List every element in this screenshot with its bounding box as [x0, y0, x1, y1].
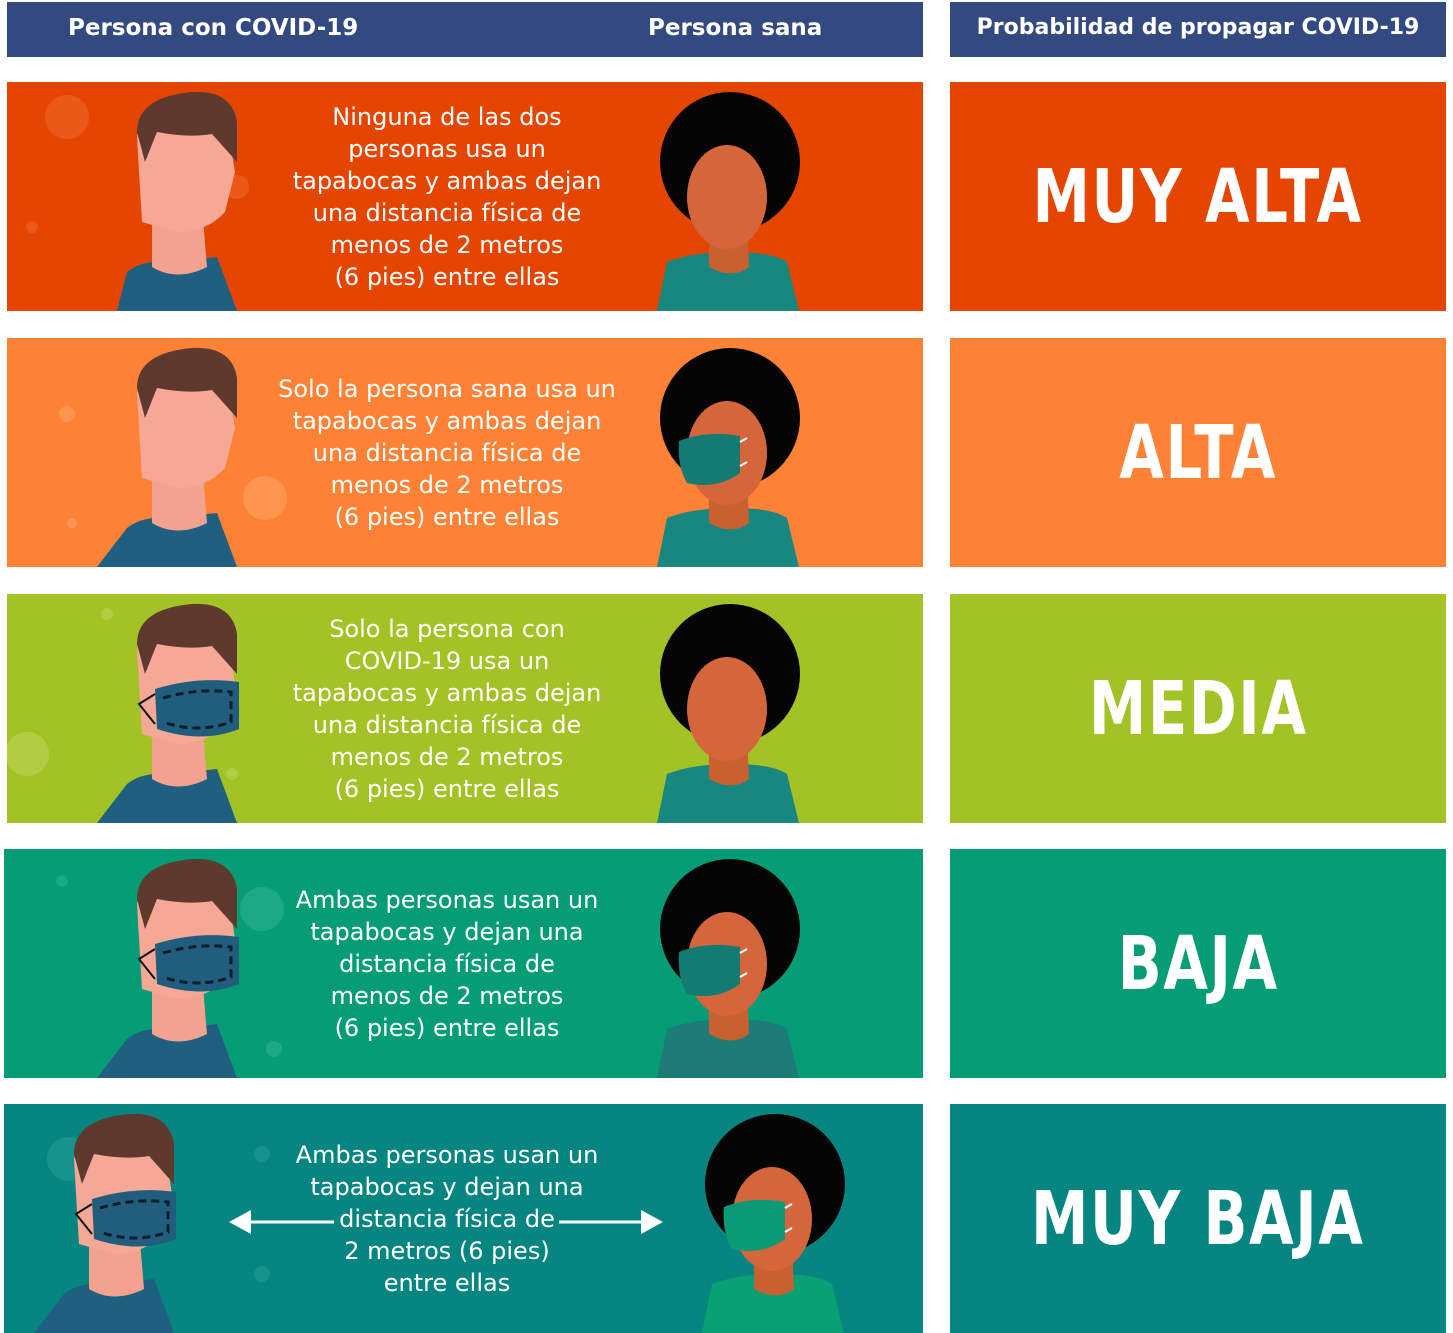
probability-level-text: BAJA — [1117, 920, 1279, 1007]
woman-afro-icon — [647, 338, 817, 567]
probability-level — [950, 338, 1446, 567]
scenario-row-2 — [0, 338, 1453, 567]
scenario-panel — [7, 594, 923, 823]
face-mask-icon — [679, 434, 740, 485]
scenario-row-5 — [0, 1104, 1453, 1333]
man-profile-icon — [97, 82, 257, 311]
woman-afro-icon — [647, 594, 817, 823]
woman-afro-icon — [647, 82, 817, 311]
scenario-row-3 — [0, 594, 1453, 823]
probability-level-text: MEDIA — [1088, 665, 1308, 752]
scenario-description: Solo la persona con COVID-19 usa un tapabocas y ambas dejan una distancia física de menos de 2 metros (6 pies) entre ellas — [292, 614, 602, 803]
probability-level — [950, 594, 1446, 823]
probability-level — [950, 849, 1446, 1078]
header-probability — [950, 2, 1446, 57]
woman-afro-icon — [647, 849, 817, 1078]
scenario-description: Ninguna de las dos personas usa un tapabocas y ambas dejan una distancia física de menos de 2 metros (6 pies) entre ellas — [292, 102, 602, 291]
scenario-description: Ambas personas usan un tapabocas y dejan una distancia física de menos de 2 metros (6 pies) entre ellas — [295, 885, 599, 1042]
scenario-panel — [4, 849, 923, 1078]
header-healthy-label: Persona sana — [648, 15, 823, 41]
scenario-description: Solo la persona sana usa un tapabocas y ambas dejan una distancia física de menos de 2 metros (6 pies) entre ellas — [278, 374, 616, 531]
probability-level-text: MUY ALTA — [1032, 153, 1364, 240]
header-probability-label: Probabilidad de propagar COVID-19 — [976, 15, 1420, 40]
scenario-panel — [7, 82, 923, 311]
header-people — [7, 2, 923, 57]
scenario-description: Ambas personas usan un tapabocas y dejan una distancia física de 2 metros (6 pies) entre ellas — [295, 1140, 599, 1297]
man-profile-icon — [34, 1104, 194, 1333]
scenario-panel — [7, 338, 923, 567]
probability-level — [950, 82, 1446, 311]
probability-level-text: MUY BAJA — [1031, 1175, 1365, 1262]
scenario-row-4 — [0, 849, 1453, 1078]
probability-level-text: ALTA — [1119, 409, 1277, 496]
probability-level — [950, 1104, 1446, 1333]
man-profile-icon — [97, 849, 257, 1078]
woman-afro-icon — [692, 1104, 862, 1333]
man-profile-icon — [97, 594, 257, 823]
face-mask-icon — [724, 1200, 785, 1251]
scenario-row-1 — [0, 82, 1453, 311]
face-mask-icon — [679, 945, 740, 996]
man-profile-icon — [97, 338, 257, 567]
scenario-panel — [4, 1104, 923, 1333]
header-infected-label: Persona con COVID-19 — [68, 15, 359, 41]
